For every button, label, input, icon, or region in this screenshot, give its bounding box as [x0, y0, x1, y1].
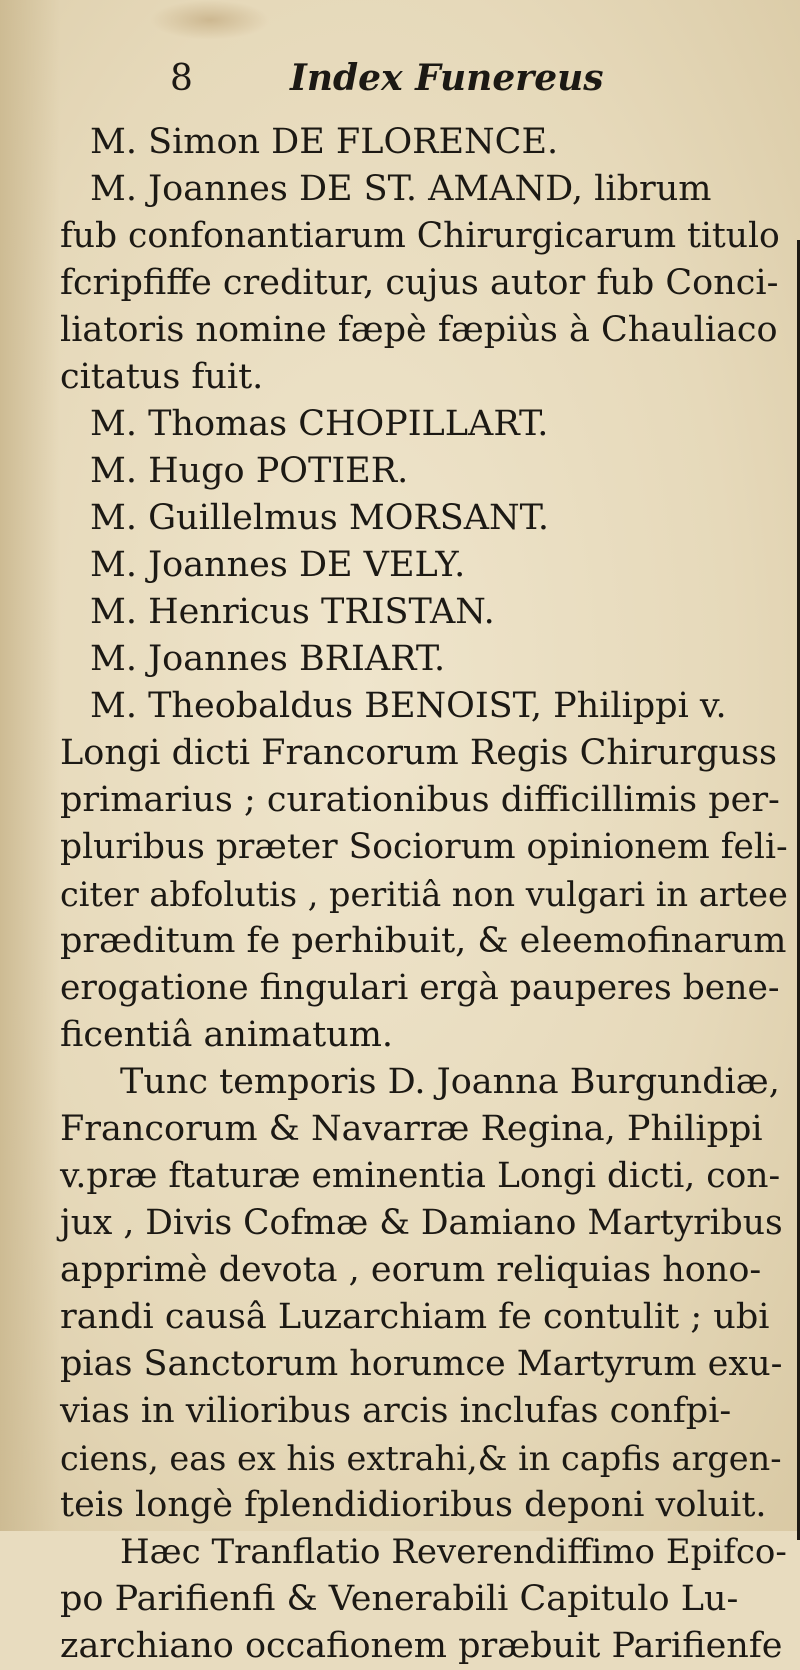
- body-text: [60, 119, 800, 1670]
- text-line: Hæc Tranflatio Reverendiffimo Epifco-: [120, 1532, 787, 1572]
- text-line: liatoris nomine fæpè fæpiùs à Chauliaco: [60, 310, 778, 350]
- text-line: M. Guillelmus MORSANT.: [90, 498, 549, 538]
- text-line: zarchiano occafionem præbuit Parifienfe: [60, 1626, 783, 1666]
- text-line: M. Hugo POTIER.: [90, 451, 409, 491]
- text-line: apprimè devota , eorum reliquias hono-: [60, 1250, 762, 1290]
- text-line: fub confonantiarum Chirurgicarum titulo: [60, 216, 780, 256]
- text-line: Francorum & Navarræ Regina, Philippi: [60, 1109, 763, 1149]
- text-line: citer abfolutis , peritiâ non vulgari in artee: [60, 875, 788, 914]
- text-line: M. Simon DE FLORENCE.: [90, 122, 559, 162]
- page-number: 8: [170, 58, 193, 99]
- text-line: fcripfiffe creditur, cujus autor fub Conci-: [60, 263, 779, 303]
- text-line: Tunc temporis D. Joanna Burgundiæ,: [120, 1062, 780, 1102]
- page-text: [60, 55, 800, 1670]
- text-line: teis longè fplendidioribus deponi voluit.: [60, 1485, 767, 1525]
- text-line: pias Sanctorum horumce Martyrum exu-: [60, 1344, 783, 1384]
- text-line: M. Thomas CHOPILLART.: [90, 404, 549, 444]
- text-line: jux , Divis Cofmæ & Damiano Martyribus: [60, 1203, 783, 1243]
- text-line: erogatione fingulari ergà pauperes bene-: [60, 968, 780, 1008]
- text-line: pluribus præter Sociorum opinionem feli-: [60, 827, 788, 867]
- text-line: v.præ ftaturæ eminentia Longi dicti, con-: [60, 1156, 781, 1196]
- text-line: primarius ; curationibus difficillimis per-: [60, 780, 780, 820]
- text-line: po Parifienfi & Venerabili Capitulo Lu-: [60, 1579, 739, 1619]
- text-line: M. Henricus TRISTAN.: [90, 592, 495, 632]
- text-line: ficentiâ animatum.: [60, 1015, 394, 1055]
- page-edge-stain: [0, 0, 60, 1531]
- text-line: Longi dicti Francorum Regis Chirurguss: [60, 733, 777, 773]
- text-line: citatus fuit.: [60, 357, 264, 397]
- text-line: M. Joannes BRIART.: [90, 639, 446, 679]
- text-line: præditum fe perhibuit, & eleemofinarum: [60, 921, 787, 961]
- text-line: ciens, eas ex his extrahi,& in capfis argen-: [60, 1439, 782, 1478]
- text-line: vias in vilioribus arcis inclufas confpi-: [60, 1391, 732, 1431]
- text-line: M. Joannes DE VELY.: [90, 545, 466, 585]
- page-header: [60, 55, 800, 119]
- running-head: Index Funereus: [290, 57, 604, 99]
- paper-stain: [150, 0, 270, 40]
- text-line: randi causâ Luzarchiam fe contulit ; ubi: [60, 1297, 770, 1337]
- text-line: M. Joannes DE ST. AMAND, librum: [90, 169, 712, 209]
- text-line: M. Theobaldus BENOIST, Philippi v.: [90, 686, 727, 726]
